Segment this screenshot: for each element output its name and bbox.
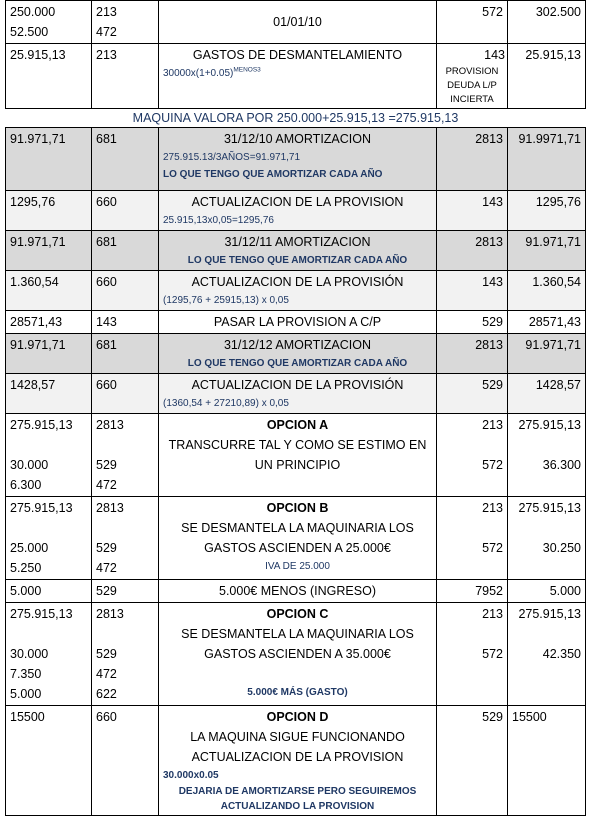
debit-account: 472 [96, 478, 117, 492]
credit-account: 213 [482, 418, 503, 432]
explanation-note: LO QUE TENGO QUE AMORTIZAR CADA AÑO [187, 358, 408, 369]
debit-amount: 275.915,13 [10, 501, 73, 515]
credit-account: 572 [482, 647, 503, 661]
entry-row-option-c [6, 603, 586, 706]
concept-cell [159, 334, 437, 374]
credit-account: 143 [484, 48, 505, 62]
debit-account: 529 [92, 580, 159, 603]
option-description: GASTOS ASCIENDEN A 25.000€ [204, 541, 391, 555]
entry-row-amortization-2012 [6, 334, 586, 374]
entry-concept: ACTUALIZACION DE LA PROVISION [191, 195, 404, 209]
credit-amount-cell [508, 603, 586, 706]
credit-amount: 275.915,13 [518, 418, 581, 432]
credit-account: 143 [437, 191, 508, 231]
formula-note: 25.915,13x0,05=1295,76 [163, 215, 274, 226]
debit-amount-cell [6, 1, 92, 44]
credit-amount: 42.350 [542, 647, 581, 661]
credit-account-cell [437, 414, 508, 497]
credit-amount: 91.971,71 [508, 334, 586, 374]
option-title: OPCION B [266, 501, 329, 515]
credit-account: 2813 [437, 334, 508, 374]
entry-row-amortization-2011 [6, 231, 586, 271]
option-title: OPCION D [266, 710, 329, 724]
credit-account: 213 [482, 607, 503, 621]
debit-amount: 91.971,71 [6, 128, 92, 191]
entry-concept: 5.000€ MENOS (INGRESO) [159, 580, 437, 603]
debit-amount: 25.915,13 [6, 44, 92, 109]
concept-cell [159, 1, 437, 44]
concept-cell [159, 497, 437, 580]
formula-text: 30000x(1+0.05) [163, 68, 234, 79]
debit-account: 472 [96, 667, 117, 681]
debit-amount: 1295,76 [6, 191, 92, 231]
credit-account: 572 [437, 1, 508, 44]
debit-amount: 30.000 [10, 647, 49, 661]
credit-amount-cell [508, 414, 586, 497]
credit-amount: 275.915,13 [518, 501, 581, 515]
concept-cell [159, 603, 437, 706]
credit-account: 213 [482, 501, 503, 515]
entry-row-transfer-short-term [6, 311, 586, 334]
debit-amount: 28571,43 [6, 311, 92, 334]
option-description: SE DESMANTELA LA MAQUINARIA LOS [181, 627, 414, 641]
explanation-note: LO QUE TENGO QUE AMORTIZAR CADA AÑO [163, 169, 383, 180]
account-description: DEUDA L/P [447, 80, 497, 91]
credit-amount: 5.000 [508, 580, 586, 603]
credit-account: 572 [482, 541, 503, 555]
option-description: TRANSCURRE TAL Y COMO SE ESTIMO EN [168, 438, 427, 452]
vat-note: IVA DE 25.000 [265, 561, 330, 572]
debit-account: 529 [96, 458, 117, 472]
entry-concept: ACTUALIZACION DE LA PROVISIÓN [191, 378, 404, 392]
debit-account: 2813 [96, 607, 124, 621]
entry-row-provision-update-2010 [6, 191, 586, 231]
entry-row-dismantling [6, 44, 586, 109]
credit-account [441, 435, 503, 455]
debit-account: 2813 [96, 418, 124, 432]
formula-note: (1295,76 + 25915,13) x 0,05 [163, 295, 289, 306]
debit-account: 2813 [96, 501, 124, 515]
credit-amount [512, 518, 581, 538]
debit-amount: 91.971,71 [6, 231, 92, 271]
credit-amount [512, 624, 581, 644]
debit-amount: 275.915,13 [10, 607, 73, 621]
credit-amount: 25.915,13 [508, 44, 586, 109]
debit-amount: 6.300 [10, 478, 42, 492]
option-description: ACTUALIZACION DE LA PROVISION [191, 750, 404, 764]
debit-amount-cell [6, 414, 92, 497]
expense-note: 5.000€ MÁS (GASTO) [247, 687, 348, 698]
option-description: SE DESMANTELA LA MAQUINARIA LOS [181, 521, 414, 535]
entry-concept: ACTUALIZACION DE LA PROVISIÓN [191, 275, 404, 289]
credit-account: 529 [437, 374, 508, 414]
credit-amount-cell [508, 497, 586, 580]
explanation-note: LO QUE TENGO QUE AMORTIZAR CADA AÑO [187, 255, 408, 266]
entry-concept: 31/12/11 AMORTIZACION [224, 235, 371, 249]
debit-account: 529 [96, 541, 117, 555]
option-description: GASTOS ASCIENDEN A 35.000€ [204, 647, 391, 661]
credit-amount: 28571,43 [508, 311, 586, 334]
option-title: OPCION C [266, 607, 329, 621]
credit-account: 7952 [437, 580, 508, 603]
debit-account: 213 [92, 44, 159, 109]
debit-amount: 275.915,13 [10, 418, 73, 432]
valuation-banner: MAQUINA VALORA POR 250.000+25.915,13 =275.915,13 [6, 109, 586, 128]
debit-account-cell [92, 414, 159, 497]
credit-account: 529 [437, 311, 508, 334]
debit-amount: 250.000 [10, 5, 56, 19]
debit-account-cell [92, 1, 159, 44]
concept-cell [159, 706, 437, 816]
debit-amount: 5.000 [10, 687, 42, 701]
journal-table [5, 0, 586, 816]
debit-amount: 52.500 [10, 25, 49, 39]
concept-cell [159, 44, 437, 109]
option-title: OPCION A [266, 418, 329, 432]
option-description: LA MAQUINA SIGUE FUNCIONANDO [190, 730, 405, 744]
credit-amount: 36.300 [542, 458, 581, 472]
formula-note: 275.915.13/3AÑOS=91.971,71 [163, 152, 301, 163]
credit-account [441, 518, 503, 538]
debit-amount-cell [6, 497, 92, 580]
credit-amount: 302.500 [508, 1, 586, 44]
credit-account: 2813 [437, 231, 508, 271]
credit-amount: 30.250 [542, 541, 581, 555]
concept-cell [159, 374, 437, 414]
concept-cell [159, 128, 437, 191]
debit-account: 143 [92, 311, 159, 334]
entry-concept: GASTOS DE DESMANTELAMIENTO [192, 48, 403, 62]
debit-amount [10, 518, 87, 538]
entry-row-option-a [6, 414, 586, 497]
entry-row-opening [6, 1, 586, 44]
entry-concept: PASAR LA PROVISION A C/P [159, 311, 437, 334]
credit-account-cell [437, 603, 508, 706]
debit-account: 472 [96, 561, 117, 575]
debit-account [96, 518, 154, 538]
credit-amount [512, 435, 581, 455]
debit-account: 660 [92, 271, 159, 311]
debit-amount: 1.360,54 [6, 271, 92, 311]
account-description: INCIERTA [450, 94, 494, 105]
debit-amount: 25.000 [10, 541, 49, 555]
credit-account [441, 624, 503, 644]
debit-account: 660 [92, 706, 159, 816]
entry-row-income [6, 580, 586, 603]
debit-account-cell [92, 497, 159, 580]
concept-cell [159, 271, 437, 311]
credit-account-cell [437, 497, 508, 580]
entry-date: 01/01/10 [273, 15, 322, 29]
debit-account: 681 [92, 231, 159, 271]
debit-amount [10, 435, 87, 455]
debit-amount: 15500 [6, 706, 92, 816]
debit-account [96, 435, 154, 455]
credit-account-cell [437, 44, 508, 109]
debit-amount: 5.250 [10, 561, 42, 575]
debit-account: 681 [92, 334, 159, 374]
entry-concept: 31/12/10 AMORTIZACION [223, 132, 372, 146]
entry-row-option-b [6, 497, 586, 580]
formula-note [163, 65, 432, 82]
debit-account-cell [92, 603, 159, 706]
debit-account: 529 [96, 647, 117, 661]
debit-account: 622 [96, 687, 117, 701]
credit-amount: 15500 [508, 706, 586, 816]
account-description: PROVISION [445, 66, 499, 77]
credit-amount: 1428,57 [508, 374, 586, 414]
explanation-note: ACTUALIZANDO LA PROVISION [220, 801, 375, 812]
option-description: UN PRINCIPIO [254, 458, 341, 472]
debit-amount-cell [6, 603, 92, 706]
explanation-note: DEJARIA DE AMORTIZARSE PERO SEGUIREMOS [178, 786, 417, 797]
entry-concept: 31/12/12 AMORTIZACION [223, 338, 372, 352]
credit-amount: 275.915,13 [518, 607, 581, 621]
debit-amount [10, 624, 87, 644]
credit-account: 2813 [437, 128, 508, 191]
formula-note: 30.000x0.05 [163, 770, 219, 781]
concept-cell [159, 231, 437, 271]
valuation-banner-row [6, 109, 586, 128]
concept-cell [159, 414, 437, 497]
debit-account: 660 [92, 374, 159, 414]
debit-account: 472 [96, 25, 117, 39]
credit-amount: 1.360,54 [508, 271, 586, 311]
formula-note: (1360,54 + 27210,89) x 0,05 [163, 398, 289, 409]
concept-cell [159, 191, 437, 231]
debit-amount: 91.971,71 [6, 334, 92, 374]
credit-amount: 91.9971,71 [508, 128, 586, 191]
debit-account: 681 [92, 128, 159, 191]
debit-amount: 30.000 [10, 458, 49, 472]
debit-account: 660 [92, 191, 159, 231]
credit-account: 143 [437, 271, 508, 311]
formula-exponent: MENOS3 [233, 66, 261, 74]
debit-amount: 1428,57 [6, 374, 92, 414]
entry-row-option-d [6, 706, 586, 816]
credit-amount: 1295,76 [508, 191, 586, 231]
debit-amount: 7.350 [10, 667, 42, 681]
entry-row-provision-update-2012 [6, 374, 586, 414]
entry-row-amortization-2010 [6, 128, 586, 191]
credit-account: 529 [437, 706, 508, 816]
debit-amount: 5.000 [6, 580, 92, 603]
debit-account: 213 [96, 5, 117, 19]
entry-row-provision-update-2011 [6, 271, 586, 311]
credit-account: 572 [482, 458, 503, 472]
credit-amount: 91.971,71 [508, 231, 586, 271]
debit-account [96, 624, 154, 644]
